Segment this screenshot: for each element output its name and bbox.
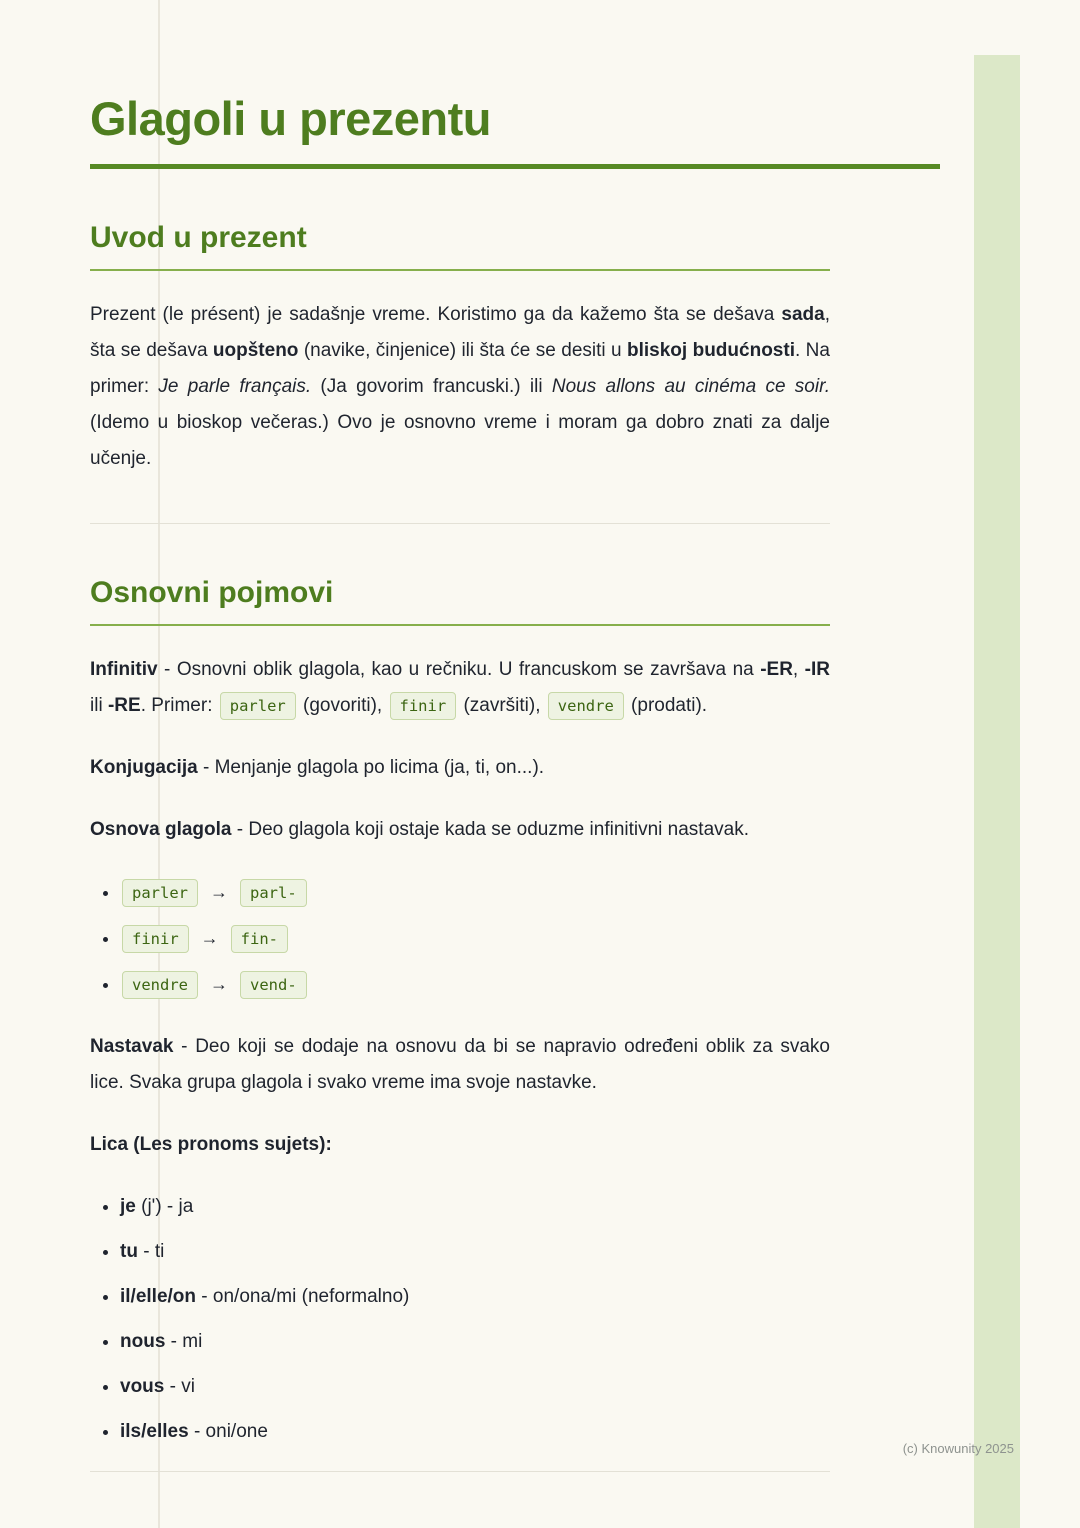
list-item (120, 1324, 830, 1360)
paragraph (90, 652, 830, 724)
paragraph (90, 1029, 830, 1101)
text-segment: (govoriti), (297, 695, 388, 717)
page-title: Glagoli u prezentu (90, 92, 491, 145)
text-segment: (j') - ja (135, 1196, 194, 1218)
text-segment: (navike, činjenice) ili šta će se desiti u (298, 340, 627, 362)
copyright-footer: (c) Knowunity 2025 (902, 1441, 1014, 1456)
list-item (120, 966, 830, 1003)
text-segment: Konjugacija (90, 757, 198, 779)
text-segment: nous (120, 1331, 166, 1353)
list-item (120, 874, 830, 911)
code-chip: vendre (122, 971, 198, 999)
right-accent-stripe (974, 55, 1020, 1528)
paragraph (90, 812, 830, 848)
arrow-icon: → (210, 882, 228, 903)
list-item (120, 1189, 830, 1225)
text-segment: , šta se dešava (90, 304, 830, 362)
code-chip: fin- (231, 925, 288, 953)
text-segment: je (120, 1196, 136, 1218)
text-segment: - on/ona/mi (neformalno) (196, 1286, 410, 1308)
heading-rule (90, 624, 830, 626)
text-segment: - mi (165, 1331, 203, 1353)
text-segment: (završiti), (458, 695, 546, 717)
text-segment: bliskoj budućnosti (627, 340, 795, 362)
list-item (120, 1414, 830, 1450)
arrow-icon: → (200, 928, 219, 949)
text-segment: Lica (Les pronoms sujets): (90, 1134, 332, 1156)
list-item (120, 920, 830, 957)
text-segment: Je parle français. (158, 376, 312, 398)
text-segment: Nous allons au cinéma ce soir. (551, 376, 830, 398)
text-segment: tu (120, 1241, 138, 1263)
text-segment: - Deo glagola koji ostaje kada se oduzme infinitivni nastavak. (231, 819, 749, 841)
code-chip: finir (122, 925, 189, 953)
text-segment: -RE (107, 695, 141, 717)
text-segment: (Ja govorim francuski.) ili (311, 376, 552, 398)
code-chip: vend- (240, 971, 307, 999)
text-segment: Prezent (le présent) je sadašnje vreme. Koristimo ga da kažemo šta se dešava (90, 304, 782, 326)
bullet-list (90, 1189, 830, 1450)
code-chip: vendre (548, 692, 624, 720)
list-item (120, 1279, 830, 1315)
text-segment: vous (120, 1376, 165, 1398)
paragraph (90, 750, 830, 786)
text-segment: uopšteno (212, 340, 299, 362)
text-segment: -IR (804, 659, 830, 681)
text-segment: , (792, 659, 805, 681)
text-segment: . Primer: (140, 695, 218, 717)
text-segment: (Idemo u bioskop večeras.) Ovo je osnovno vreme i moram ga dobro znati za dalje učenje. (90, 412, 830, 470)
section-heading: Uvod u prezent (90, 221, 307, 255)
text-segment: Infinitiv (90, 659, 158, 681)
text-segment: Osnova glagola (90, 819, 232, 841)
text-segment: - oni/one (188, 1421, 268, 1443)
code-chip: finir (390, 692, 457, 720)
paragraph (90, 1127, 830, 1163)
code-chip: parler (122, 879, 198, 907)
section-heading: Osnovni pojmovi (90, 576, 334, 610)
text-segment: . Na primer: (90, 340, 830, 398)
section-divider (90, 523, 830, 524)
bullet-list (90, 874, 830, 1003)
text-segment: ils/elles (120, 1421, 189, 1443)
title-rule (90, 164, 940, 169)
list-item (120, 1369, 830, 1405)
text-segment: - Menjanje glagola po licima (ja, ti, on...). (197, 757, 545, 779)
bottom-divider (90, 1471, 830, 1472)
text-segment: (prodati). (625, 695, 708, 717)
text-segment: Nastavak (90, 1036, 174, 1058)
text-segment: - Osnovni oblik glagola, kao u rečniku. U francuskom se završava na (157, 659, 761, 681)
arrow-icon: → (210, 974, 228, 995)
text-segment: il/elle/on (120, 1286, 197, 1308)
list-item (120, 1234, 830, 1270)
text-segment: - vi (164, 1376, 195, 1398)
code-chip: parler (220, 692, 296, 720)
text-segment: - Deo koji se dodaje na osnovu da bi se napravio određeni oblik za svako lice. Svaka grupa glagola i svako vreme ima svoje nastavke. (90, 1036, 830, 1094)
content-column (90, 0, 940, 1476)
code-chip: parl- (240, 879, 307, 907)
text-segment: -ER (760, 659, 793, 681)
sections-container (90, 221, 940, 1450)
text-segment: - ti (137, 1241, 165, 1263)
paragraph (90, 297, 830, 477)
text-segment: sada (781, 304, 825, 326)
text-segment: ili (90, 695, 108, 717)
heading-rule (90, 269, 830, 271)
